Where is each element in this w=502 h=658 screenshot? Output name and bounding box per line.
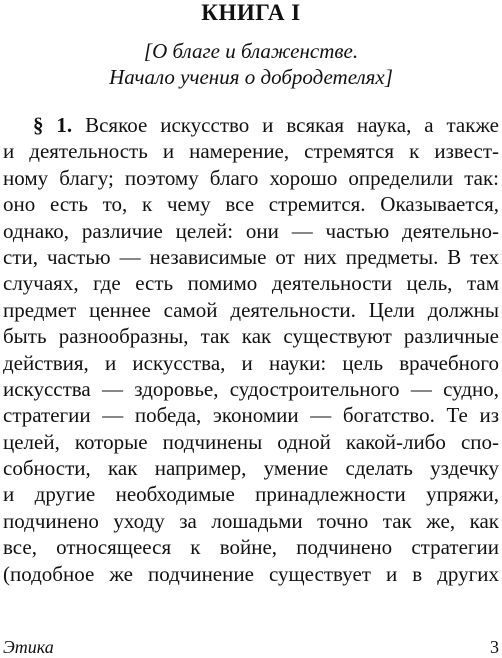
paragraph-line: действия, и искусства, и науки: цель врачебного	[3, 350, 499, 375]
paragraph-line: случаях, где есть помимо деятельности цель, там	[3, 271, 499, 296]
paragraph-line-text: Всякое искусство и всякая наука, а также	[85, 113, 499, 137]
paragraph-mark: § 1.	[33, 113, 73, 137]
page-number: 3	[490, 637, 499, 657]
page-footer	[3, 636, 499, 658]
paragraph-line: (подобное же подчинение существует и в других	[3, 561, 499, 586]
paragraph-line: целей, которые подчинены одной какой-либо спо-	[3, 429, 499, 454]
running-footer-title: Этика	[3, 637, 54, 657]
paragraph-line: все, относящееся к войне, подчинено стратегии	[3, 535, 499, 560]
paragraph-line: ному благу; поэтому благо хорошо определили так:	[3, 165, 499, 190]
paragraph-line: однако, различие целей: они — частью деятельно-	[3, 218, 499, 243]
paragraph-line: стратегии — победа, экономии — богатство. Те из	[3, 403, 499, 428]
paragraph-line	[3, 112, 499, 138]
paragraph-line: сти, частью — независимые от них предметы. В тех	[3, 244, 499, 269]
paragraph-line: предмет ценнее самой деятельности. Цели должны	[3, 297, 499, 322]
book-heading: КНИГА I	[201, 0, 301, 25]
paragraph-body	[3, 112, 499, 587]
paragraph-line: и деятельность и намерение, стремятся к извест-	[3, 139, 499, 164]
paragraph-line: подчинено уходу за лошадьми точно так же, как	[3, 508, 499, 533]
paragraph-line: и другие необходимые принадлежности упряжи,	[3, 482, 499, 507]
subtitle-line-1: [О благе и блаженстве.	[143, 39, 359, 63]
subtitle-line-2: Начало учения о добродетелях]	[109, 65, 393, 89]
paragraph-line: собности, как например, умение сделать уздечку	[3, 456, 499, 481]
paragraph-line: искусства — здоровье, судостроительного — судно,	[3, 376, 499, 401]
paragraph-line: оно есть то, к чему все стремится. Оказывается,	[3, 192, 499, 217]
paragraph-line: быть разнообразны, так как существуют различные	[3, 324, 499, 349]
